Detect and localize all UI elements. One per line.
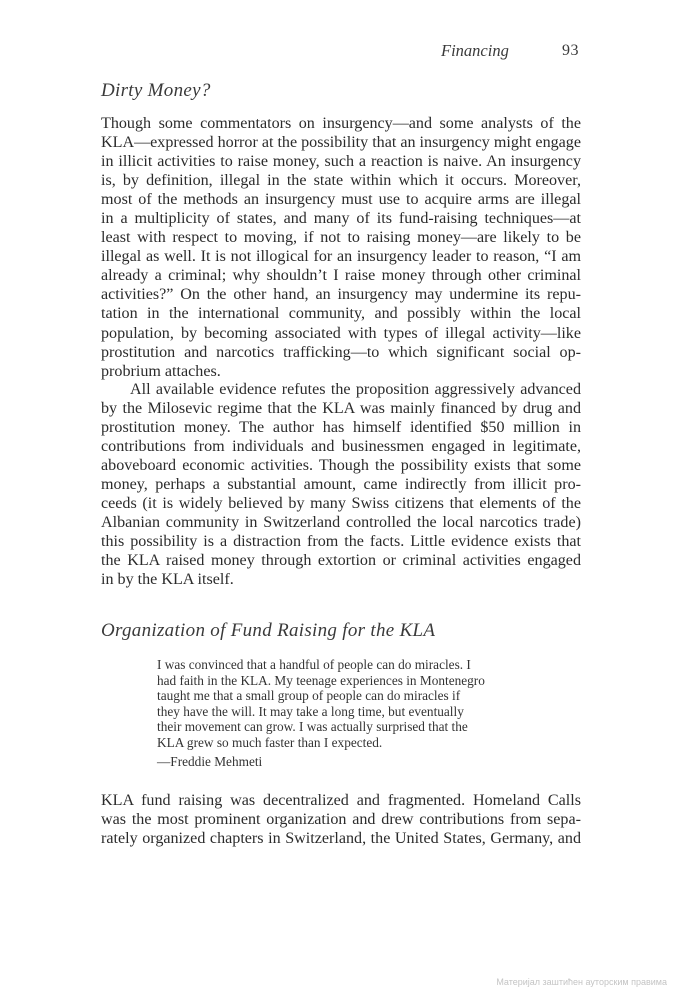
- text-line: prostitution money. The author has himself identified $50 million in: [101, 419, 581, 437]
- text-line: aboveboard economic activities. Though the possibility exists that some: [101, 457, 581, 475]
- text-line: Albanian community in Switzerland controlled the local narcotics trade): [101, 514, 581, 532]
- epigraph-attribution: —Freddie Mehmeti: [157, 754, 263, 769]
- section1-paragraph1: [101, 114, 581, 381]
- text-line: ceeds (it is widely believed by many Swiss citizens that elements of the: [101, 495, 581, 513]
- text-line: probrium attaches.: [101, 362, 221, 380]
- text-line: contributions from individuals and businessmen engaged in legitimate,: [101, 438, 581, 456]
- running-head-title: Financing: [441, 41, 509, 60]
- text-line: rately organized chapters in Switzerland, the United States, Germany, and: [101, 830, 581, 848]
- epigraph: [157, 657, 537, 770]
- text-line: Though some commentators on insurgency—and some analysts of the: [101, 115, 581, 132]
- text-line: All available evidence refutes the proposition aggressively advanced: [130, 381, 581, 398]
- text-line: activities?” On the other hand, an insurgency may undermine its repu-: [101, 286, 581, 304]
- text-line: least with respect to moving, if not to raising money—are likely to be: [101, 229, 581, 247]
- epigraph-line: had faith in the KLA. My teenage experiences in Montenegro: [157, 672, 485, 688]
- section1-paragraph2: [101, 380, 581, 590]
- text-line: prostitution and narcotics trafficking—to which significant social op-: [101, 343, 581, 361]
- text-line: in by the KLA itself.: [101, 571, 234, 589]
- section2-paragraph1: [101, 791, 581, 848]
- text-line: money, perhaps a substantial amount, came indirectly from illicit pro-: [101, 476, 581, 494]
- section-heading-fund-raising: Organization of Fund Raising for the KLA: [101, 620, 436, 641]
- text-line: in illicit activities to raise money, such a reaction is naive. An insurgency: [101, 153, 581, 171]
- text-line: KLA fund raising was decentralized and fragmented. Homeland Calls: [101, 792, 581, 809]
- text-line: was the most prominent organization and drew contributions from sepa-: [101, 811, 581, 829]
- text-line: tation in the international community, and possibly within the local: [101, 305, 581, 323]
- epigraph-line: taught me that a small group of people can do miracles if: [157, 688, 461, 703]
- text-line: by the Milosevic regime that the KLA was mainly financed by drug and: [101, 400, 581, 418]
- text-line: already a criminal; why shouldn’t I raise money through other criminal: [101, 267, 581, 285]
- copyright-watermark: Материјал заштићен ауторским правима: [496, 977, 667, 987]
- text-line: in a multiplicity of states, and many of its fund-raising techniques—at: [101, 210, 581, 228]
- epigraph-line: they have the will. It may take a long time, but eventually: [157, 703, 464, 719]
- section-heading-dirty-money: Dirty Money?: [101, 80, 211, 101]
- epigraph-line: I was convinced that a handful of people can do miracles. I: [157, 657, 471, 672]
- page-number: 93: [562, 42, 579, 59]
- text-line: population, by becoming associated with types of illegal activity—like: [101, 324, 581, 342]
- text-line: the KLA raised money through extortion or criminal activities engaged: [101, 552, 581, 570]
- epigraph-line: KLA grew so much faster than I expected.: [157, 734, 383, 750]
- epigraph-line: their movement can grow. I was actually surprised that the: [157, 719, 468, 734]
- text-line: most of the methods an insurgency must use to acquire arms are illegal: [101, 191, 581, 209]
- text-line: KLA—expressed horror at the possibility that an insurgency might engage: [101, 134, 581, 152]
- text-line: this possibility is a distraction from the facts. Little evidence exists that: [101, 533, 581, 551]
- running-head: [0, 41, 681, 63]
- text-line: illegal as well. It is not illogical for an insurgency leader to reason, “I am: [101, 248, 581, 266]
- text-line: is, by definition, illegal in the state within which it occurs. Moreover,: [101, 172, 581, 190]
